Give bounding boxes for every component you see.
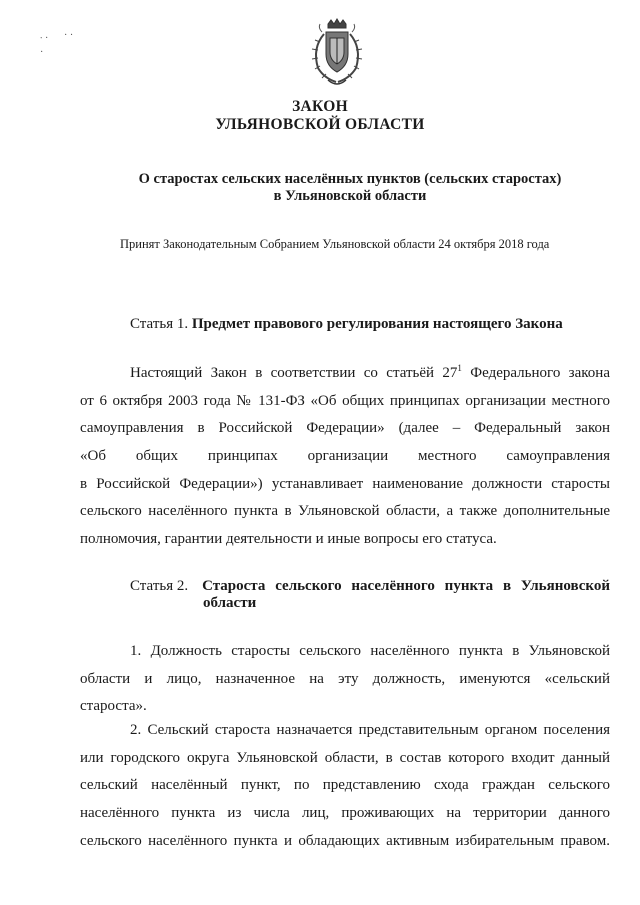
scan-speck: ·	[40, 47, 44, 58]
paragraph-line: полномочия, гарантии деятельности и иные вопросы его статуса.	[80, 531, 497, 548]
article2-label: Статья 2.	[130, 578, 189, 594]
paragraph-line: сельского населённого пункта и обладающих активным избирательным правом.	[80, 832, 610, 849]
scan-speck: ∙ ·	[40, 33, 49, 44]
adoption-note: Принят Законодательным Собранием Ульяновской области 24 октября 2018 года	[120, 237, 550, 251]
article1-heading	[130, 316, 563, 333]
article2-paragraph1	[80, 638, 610, 721]
article1-label: Статья 1.	[130, 316, 189, 332]
paragraph-line: или городского округа Ульяновской области, в состав которого входит данный	[80, 749, 610, 766]
coat-of-arms-emblem	[306, 18, 368, 90]
law-subject-line1: О старостах сельских населённых пунктов (сельских старостах)	[138, 171, 562, 187]
paragraph-line: Настоящий Закон в соответствии со статьёй $27^1$ Федерального закона	[130, 363, 610, 381]
law-title-line1: ЗАКОН	[292, 98, 348, 115]
law-title-line2: УЛЬЯНОВСКОЙ ОБЛАСТИ	[215, 116, 425, 133]
article2-title-line1: Староста сельского населённого пункта в Ульяновской	[202, 578, 610, 594]
paragraph-line: населённого пункта из числа лиц, проживающих на территории данного	[80, 805, 610, 822]
paragraph-line: области и лицо, назначенное на эту должность, именуются «сельский	[80, 670, 610, 687]
paragraph-line: самоуправления в Российской Федерации» (далее – Федеральный закон	[80, 420, 610, 437]
scan-speck: · ·	[64, 30, 74, 41]
law-subject-line2: в Ульяновской области	[273, 188, 427, 204]
article2-title-line2: области	[203, 595, 257, 611]
paragraph-line: в Российской Федерации») устанавливает наименование должности старосты	[80, 475, 610, 492]
paragraph-line: от 6 октября 2003 года № 131-ФЗ «Об общих принципах организации местного	[80, 392, 610, 409]
paragraph-line: староста».	[80, 698, 147, 715]
paragraph-line: 1. Должность старосты сельского населённого пункта в Ульяновской	[130, 643, 610, 659]
article2-paragraph2	[80, 717, 610, 855]
paragraph-line: «Об общих принципах организации местного самоуправления	[80, 448, 610, 465]
paragraph-line: 2. Сельский староста назначается представительным органом поселения	[130, 722, 610, 738]
paragraph-line: сельский населённый пункт, по представлению схода граждан сельского	[80, 777, 610, 794]
article1-title: Предмет правового регулирования настоящего Закона	[191, 316, 563, 332]
article1-paragraph	[80, 360, 610, 554]
paragraph-line: сельского населённого пункта в Ульяновской области, а также дополнительные	[80, 503, 610, 520]
article2-heading	[130, 578, 610, 612]
